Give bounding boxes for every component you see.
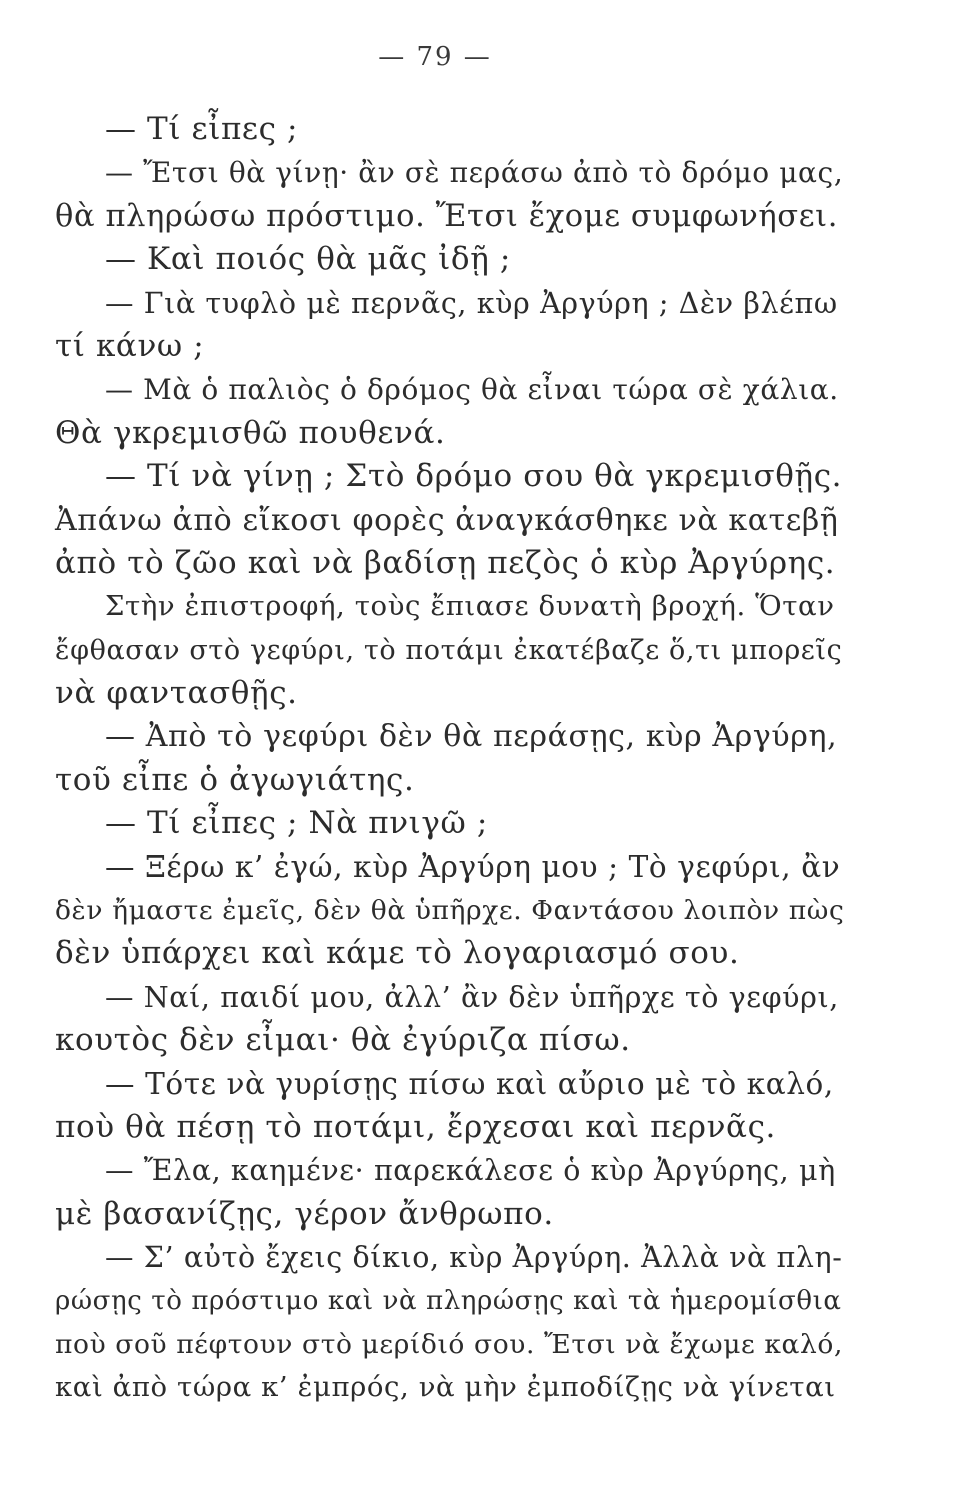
text-line: — Ἔτσι θὰ γίνῃ· ἂν σὲ περάσω ἀπὸ τὸ δρόμο μας, [105,156,844,190]
text-line: δὲν ἤμαστε ἐμεῖς, δὲν θὰ ὑπῆρχε. Φαντάσου λοιπὸν πὼς [55,895,845,927]
text-line: ποὺ θὰ πέσῃ τὸ ποτάμι, ἔρχεσαι καὶ περνᾶς. [55,1108,776,1145]
text-line: — Ἀπὸ τὸ γεφύρι δὲν θὰ περάσῃς, κὺρ Ἀργύρη, [105,719,838,755]
text-line: ἔφθασαν στὸ γεφύρι, τὸ ποτάμι ἐκατέβαζε ὅ,τι μπορεῖς [55,634,843,666]
text-line: — Ξέρω κ’ ἐγώ, κὺρ Ἀργύρη μου ; Τὸ γεφύρι, ἂν [105,849,841,884]
text-line: καὶ ἀπὸ τώρα κ’ ἐμπρός, νὰ μὴν ἐμποδίζῃς νὰ γίνεται [55,1371,836,1404]
text-line: Θὰ γκρεμισθῶ πουθενά. [55,414,446,451]
text-line: δὲν ὑπάρχει καὶ κάμε τὸ λογαριασμό σου. [55,935,740,972]
text-line: κουτὸς δὲν εἶμαι· θὰ ἐγύριζα πίσω. [55,1022,631,1059]
page-number: — 79 — [378,42,492,72]
text-line: — Τότε νὰ γυρίσῃς πίσω καὶ αὔριο μὲ τὸ καλό, [105,1066,834,1101]
text-line: τί κάνω ; [55,327,205,364]
text-line: — Ναί, παιδί μου, ἀλλ’ ἂν δὲν ὑπῆρχε τὸ γεφύρι, [105,980,839,1014]
text-line: νὰ φαντασθῇς. [55,675,298,712]
text-line: — Ἔλα, καημένε· παρεκάλεσε ὁ κὺρ Ἀργύρης, μὴ [105,1154,836,1188]
text-line: — Μὰ ὁ παλιὸς ὁ δρόμος θὰ εἶναι τώρα σὲ χάλια. [105,373,839,407]
text-line: ρώσῃς τὸ πρόστιμο καὶ νὰ πληρώσῃς καὶ τὰ ἡμερομίσθια [55,1285,842,1316]
text-line: μὲ βασανίζῃς, γέρον ἄνθρωπο. [55,1195,554,1232]
text-line: Ἀπάνω ἀπὸ εἴκοσι φορὲς ἀναγκάσθηκε νὰ κατεβῇ [55,502,839,538]
text-line: — Καὶ ποιός θὰ μᾶς ἰδῇ ; [105,241,511,278]
text-line: — Τί εἶπες ; [105,111,299,147]
text-line: θὰ πληρώσω πρόστιμο. Ἔτσι ἔχομε συμφωνήσει. [55,198,838,234]
text-line: ἀπὸ τὸ ζῶο καὶ νὰ βαδίσῃ πεζὸς ὁ κὺρ Ἀργύρης. [55,544,836,581]
text-line: ποὺ σοῦ πέφτουν στὸ μερίδιό σου. Ἔτσι νὰ ἔχωμε καλό, [55,1328,844,1360]
text-line: — Σ’ αὐτὸ ἔχεις δίκιο, κὺρ Ἀργύρη. Ἀλλὰ νὰ πλη- [105,1241,843,1275]
text-line: Στὴν ἐπιστροφή, τοὺς ἔπιασε δυνατὴ βροχή. Ὅταν [105,590,835,623]
text-line: — Τί νὰ γίνῃ ; Στὸ δρόμο σου θὰ γκρεμισθῇς. [105,458,843,495]
text-line: τοῦ εἶπε ὁ ἀγωγιάτης. [55,761,415,798]
text-line: — Τί εἶπες ; Νὰ πνιγῶ ; [105,805,488,842]
text-line: — Γιὰ τυφλὸ μὲ περνᾶς, κὺρ Ἀργύρη ; Δὲν βλέπω [105,286,838,320]
body-text [55,108,845,1410]
